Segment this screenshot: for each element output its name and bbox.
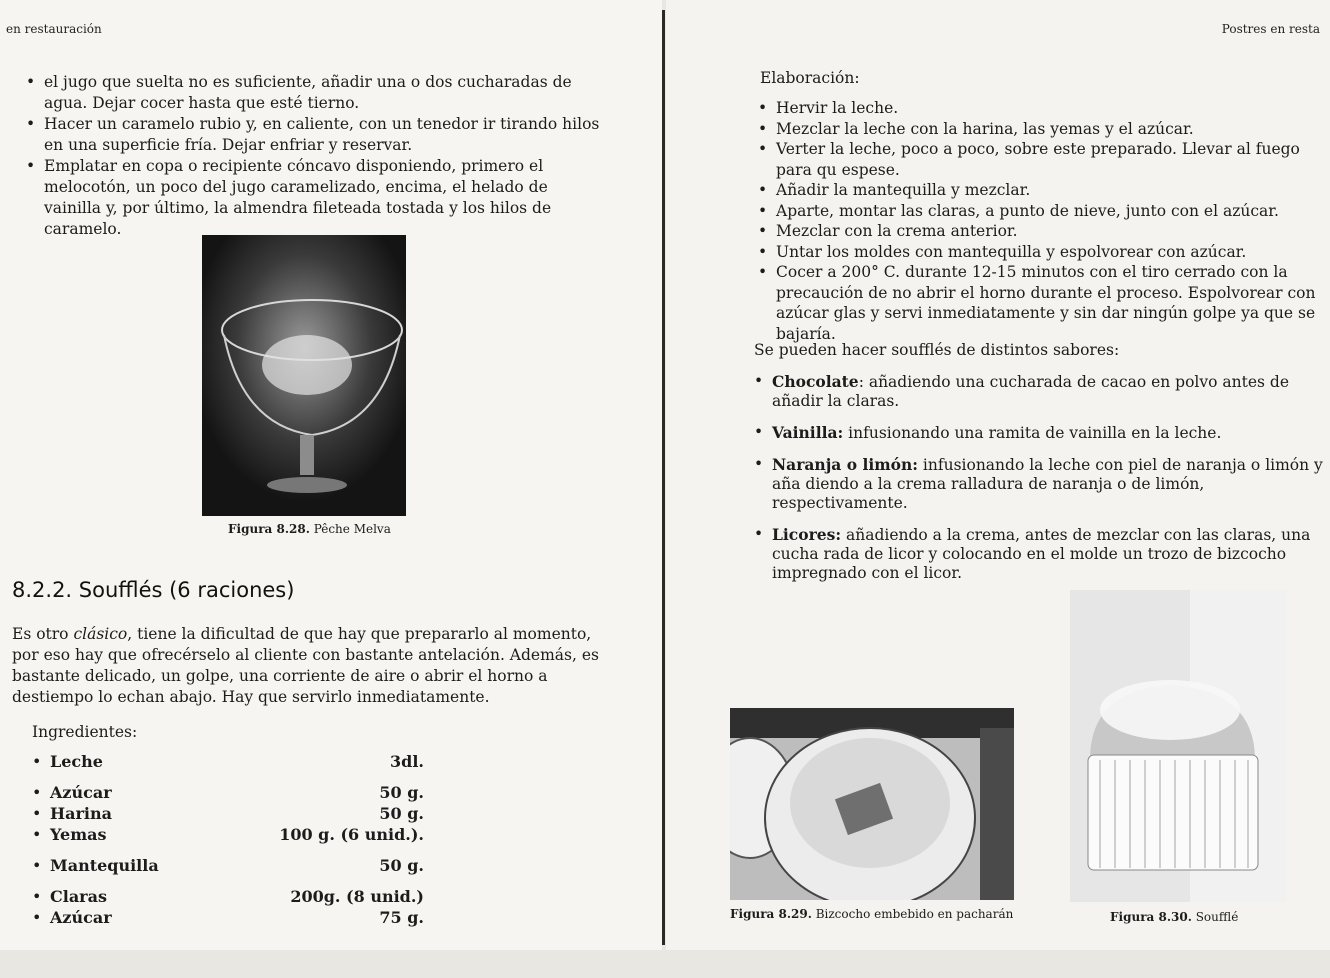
flavor-name: Vainilla: — [772, 423, 844, 442]
list-item — [758, 98, 1323, 119]
flavor-description: infusionando la leche con piel de naranja o limón y aña diendo a la crema ralladura de naranja o de limón, respectivamente. — [772, 456, 1323, 512]
flavor-description: añadiendo a la crema, antes de mezclar con las claras, una cucha rada de licor y colocando en el molde un trozo de bizcocho impregnado con el licor. — [772, 526, 1311, 582]
right-running-head: Postres en resta — [1221, 22, 1320, 36]
peche-melva-photo — [202, 235, 406, 516]
figure-8-29-caption — [730, 907, 1013, 921]
ingredient-quantity: 100 g. (6 unid.). — [279, 825, 424, 844]
flavor-name: Licores: — [772, 525, 842, 544]
ingredient-name: • Leche — [32, 752, 103, 771]
section-title: 8.2.2. Soufflés (6 raciones) — [12, 578, 295, 602]
book-spine — [662, 10, 665, 945]
figure-8-28-title: Pêche Melva — [313, 522, 391, 536]
list-item — [758, 262, 1323, 344]
list-item — [26, 72, 602, 114]
figure-8-28-caption — [228, 522, 391, 536]
step-text: Mezclar con la crema anterior. — [776, 222, 1018, 240]
list-item-text: el jugo que suelta no es suficiente, añadir una o dos cucharadas de agua. Dejar cocer hasta que esté tierno. — [44, 73, 572, 112]
ingredient-name: • Azúcar — [32, 908, 112, 927]
section-intro-rest: , tiene la dificultad de que hay que prepararlo al momento, por eso hay que ofrecérselo al cliente con bastante antelación. Además, es bastante delicado, un golpe, una corriente de aire o abrir el horno a destiempo lo echan abajo. Hay que servirlo inmediatamente. — [12, 625, 599, 706]
figure-8-28-label: Figura 8.28. — [228, 522, 310, 536]
list-item — [758, 221, 1323, 242]
list-item — [758, 139, 1323, 180]
figure-8-30-caption — [1110, 910, 1238, 924]
section-intro-italic: clásico — [73, 625, 128, 643]
ingredients-label: Ingredientes: — [32, 723, 138, 741]
flavors-intro: Se pueden hacer soufflés de distintos sabores: — [754, 341, 1120, 359]
flavors-list — [754, 372, 1324, 595]
left-page — [0, 0, 662, 950]
section-intro-start: Es otro — [12, 625, 74, 643]
elaboration-steps-list — [758, 98, 1323, 344]
ingredient-name: • Mantequilla — [32, 856, 159, 875]
list-item — [758, 201, 1323, 222]
flavor-description: : añadiendo una cucharada de cacao en polvo antes de añadir la claras. — [772, 373, 1289, 410]
right-page — [666, 0, 1330, 950]
souffle-photo — [1070, 590, 1286, 902]
list-item — [754, 455, 1324, 513]
list-item — [754, 372, 1324, 411]
list-item — [758, 119, 1323, 140]
ingredient-quantity: 3dl. — [390, 752, 424, 771]
intro-bullet-list — [26, 72, 602, 240]
glass-bowl-image — [202, 235, 406, 516]
ingredient-quantity: 50 g. — [379, 804, 424, 823]
flavor-name: Naranja o limón: — [772, 455, 918, 474]
step-text: Untar los moldes con mantequilla y espolvorear con azúcar. — [776, 242, 1247, 261]
ramekins-image — [730, 708, 1014, 900]
list-item — [26, 156, 602, 240]
ingredient-name: • Yemas — [32, 825, 107, 844]
left-running-head: en restauración — [6, 22, 102, 36]
list-item — [758, 180, 1323, 201]
section-intro-paragraph — [12, 624, 604, 708]
figure-8-29-label: Figura 8.29. — [730, 907, 812, 921]
flavor-name: Chocolate — [772, 372, 859, 391]
figure-8-30-title: Soufflé — [1195, 910, 1239, 924]
list-item — [758, 242, 1323, 263]
ingredient-quantity: 75 g. — [379, 908, 424, 927]
figure-8-30-label: Figura 8.30. — [1110, 910, 1192, 924]
ingredient-name: • Azúcar — [32, 783, 112, 802]
step-text: Hervir la leche. — [776, 99, 899, 117]
list-item — [754, 525, 1324, 583]
list-item — [26, 114, 602, 156]
ingredient-quantity: 200g. (8 unid.) — [290, 887, 424, 906]
list-item-text: Emplatar en copa o recipiente cóncavo disponiendo, primero el melocotón, un poco del jugo caramelizado, encima, el helado de vainilla y, por último, la almendra fileteada tostada y los hilos de caramelo. — [44, 157, 552, 238]
bizcocho-ramekins-photo — [730, 708, 1014, 900]
souffle-image — [1070, 590, 1286, 902]
step-text: Verter la leche, poco a poco, sobre este preparado. Llevar al fuego para qu espese. — [776, 140, 1300, 179]
ingredient-quantity: 50 g. — [379, 783, 424, 802]
figure-8-29-title: Bizcocho embebido en pacharán — [815, 907, 1014, 921]
ingredient-quantity: 50 g. — [379, 856, 424, 875]
list-item — [754, 423, 1324, 443]
step-text: Aparte, montar las claras, a punto de nieve, junto con el azúcar. — [776, 201, 1279, 220]
ingredient-name: • Harina — [32, 804, 112, 823]
flavor-description: infusionando una ramita de vainilla en la leche. — [843, 424, 1222, 442]
ingredient-name: • Claras — [32, 887, 107, 906]
step-text: Cocer a 200° C. durante 12-15 minutos con el tiro cerrado con la precaución de no abrir el horno durante el proceso. Espolvorear con azúcar glas y servi inmediatamente y sin dar ningún golpe ya que se bajaría. — [776, 263, 1316, 343]
step-text: Mezclar la leche con la harina, las yemas y el azúcar. — [776, 119, 1194, 138]
list-item-text: Hacer un caramelo rubio y, en caliente, con un tenedor ir tirando hilos en una superficie fría. Dejar enfriar y reservar. — [44, 115, 600, 154]
step-text: Añadir la mantequilla y mezclar. — [776, 181, 1031, 199]
elaboration-label: Elaboración: — [760, 69, 860, 87]
